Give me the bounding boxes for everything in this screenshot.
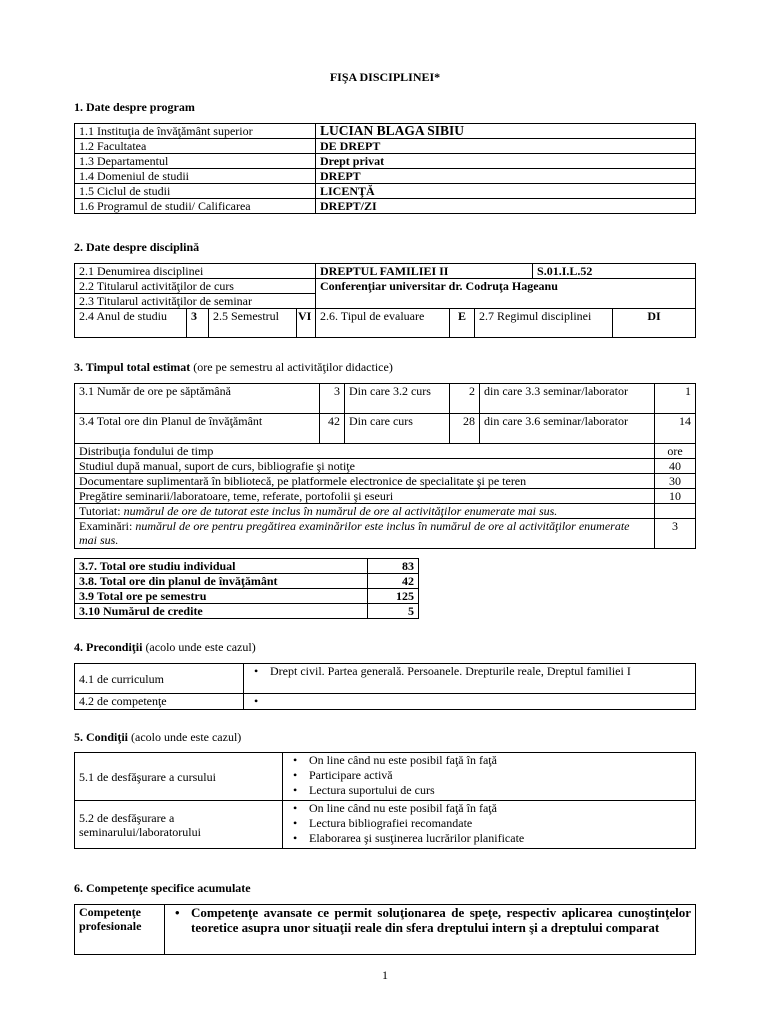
section-3-heading: 3. Timpul total estimat (ore pe semestru al activităţilor didactice) [74,360,393,374]
weekly-course-label: Din care 3.2 curs [345,384,450,414]
semester-value: VI [297,309,316,338]
course-condition-item: • Lectura suportului de curs [309,783,691,798]
distribution-row [75,459,696,474]
course-holder-label: 2.2 Titularul activităţilor de curs [75,279,316,294]
program-value: LICENŢĂ [316,184,696,199]
program-row [75,124,696,139]
discipline-table [74,263,696,338]
professional-competences-label: Competenţe profesionale [75,905,165,955]
discipline-name-value: DREPTUL FAMILIEI II [316,264,533,279]
regime-value: DI [613,309,696,338]
seminar-holder-label: 2.3 Titularul activităţilor de seminar [75,294,316,309]
weekly-seminar-value: 1 [655,384,696,414]
semester-label: 2.5 Semestrul [209,309,297,338]
competences-table [74,904,696,955]
totals-value: 125 [368,589,419,604]
weekly-course-value: 2 [450,384,480,414]
program-label: 1.2 Facultatea [75,139,316,154]
program-label: 1.4 Domeniul de studii [75,169,316,184]
professional-competence-item: • Competenţe avansate ce permit soluţionarea de speţe, respectiv aplicarea cunoştinţelor teoretice asupra unor situaţii reale din sfera dreptului intern şi a dreptului comparat [191,905,691,935]
program-row [75,184,696,199]
professional-competences-cell [165,905,696,955]
section-5-heading: 5. Condiţii (acolo unde este cazul) [74,730,242,744]
program-row [75,154,696,169]
competences-label: 4.2 de competenţe [75,694,244,710]
weekly-hours-value: 3 [320,384,345,414]
totals-row [75,604,419,619]
totals-label: 3.9 Total ore pe semestru [75,589,368,604]
seminar-conditions-label: 5.2 de desfăşurare a seminarului/laboratorului [75,801,283,849]
competences-item [270,694,691,709]
course-condition-item: • On line când nu este posibil faţă în faţă [309,753,691,768]
program-table [74,123,696,214]
course-conditions-cell [283,753,696,801]
course-holder-value: Conferenţiar universitar dr. Codruţa Hageanu [316,279,696,309]
program-row [75,199,696,214]
conditions-table [74,752,696,849]
total-seminar-label: din care 3.6 seminar/laborator [480,414,655,444]
seminar-conditions-cell [283,801,696,849]
distribution-item-value: 10 [655,489,696,504]
seminar-condition-item: • Elaborarea şi susţinerea lucrărilor planificate [309,831,691,846]
section-1-heading: 1. Date despre program [74,100,195,114]
total-course-label: Din care curs [345,414,450,444]
totals-row [75,574,419,589]
program-row [75,139,696,154]
total-course-value: 28 [450,414,480,444]
evaluation-label: 2.6. Tipul de evaluare [316,309,450,338]
distribution-unit: ore [655,444,696,459]
weekly-seminar-label: din care 3.3 seminar/laborator [480,384,655,414]
distribution-item-label: Studiul după manual, suport de curs, bibliografie şi notiţe [75,459,655,474]
curriculum-cell [244,664,696,694]
program-row [75,169,696,184]
evaluation-value: E [450,309,475,338]
document-title: FIŞA DISCIPLINEI* [329,70,441,84]
tutorial-row: Tutoriat: numărul de ore de tutorat este inclus în numărul de ore al activităţilor enumerate mai sus. [75,504,655,519]
curriculum-item: • Drept civil. Partea generală. Persoanele. Drepturile reale, Dreptul familiei I [270,664,691,679]
totals-label: 3.7. Total ore studiu individual [75,559,368,574]
totals-value: 5 [368,604,419,619]
program-label: 1.1 Instituţia de învăţământ superior [75,124,316,139]
course-condition-item: • Participare activă [309,768,691,783]
curriculum-label: 4.1 de curriculum [75,664,244,694]
total-plan-hours-label: 3.4 Total ore din Planul de învăţământ [75,414,320,444]
program-label: 1.3 Departamentul [75,154,316,169]
section-4-heading: 4. Precondiţii (acolo unde este cazul) [74,640,256,654]
preconditions-table [74,663,696,710]
program-label: 1.5 Ciclul de studii [75,184,316,199]
totals-row [75,559,419,574]
exam-row: Examinări: numărul de ore pentru pregătirea examinărilor este inclus în numărul de ore al activităţilor enumerate mai sus. [75,519,655,549]
distribution-item-value: 40 [655,459,696,474]
program-value: DE DREPT [316,139,696,154]
regime-label: 2.7 Regimul disciplinei [475,309,613,338]
totals-table [74,558,419,619]
totals-row [75,589,419,604]
totals-label: 3.8. Total ore din planul de învăţământ [75,574,368,589]
totals-label: 3.10 Numărul de credite [75,604,368,619]
section-2-heading: 2. Date despre disciplină [74,240,200,254]
page-number: 1 [382,968,388,982]
distribution-label: Distribuţia fondului de timp [75,444,655,459]
distribution-item-label: Documentare suplimentară în bibliotecă, pe platformele electronice de specialitate şi pe teren [75,474,655,489]
program-value: DREPT [316,169,696,184]
section-6-heading: 6. Competenţe specifice acumulate [74,881,251,895]
exam-value: 3 [655,519,696,549]
program-label: 1.6 Programul de studii/ Calificarea [75,199,316,214]
discipline-name-label: 2.1 Denumirea disciplinei [75,264,316,279]
discipline-code: S.01.I.L.52 [533,264,696,279]
distribution-row [75,474,696,489]
program-value: DREPT/ZI [316,199,696,214]
year-label: 2.4 Anul de studiu [75,309,187,338]
total-plan-hours-value: 42 [320,414,345,444]
course-conditions-label: 5.1 de desfăşurare a cursului [75,753,283,801]
distribution-item-label: Pregătire seminarii/laboratoare, teme, referate, portofolii şi eseuri [75,489,655,504]
distribution-item-value: 30 [655,474,696,489]
seminar-condition-item: • Lectura bibliografiei recomandate [309,816,691,831]
weekly-hours-label: 3.1 Număr de ore pe săptămână [75,384,320,414]
totals-value: 42 [368,574,419,589]
totals-value: 83 [368,559,419,574]
program-value: LUCIAN BLAGA SIBIU [316,124,696,139]
competences-cell [244,694,696,710]
time-table [74,383,696,549]
seminar-condition-item: • On line când nu este posibil faţă în faţă [309,801,691,816]
total-seminar-value: 14 [655,414,696,444]
year-value: 3 [187,309,209,338]
distribution-row [75,489,696,504]
program-value: Drept privat [316,154,696,169]
